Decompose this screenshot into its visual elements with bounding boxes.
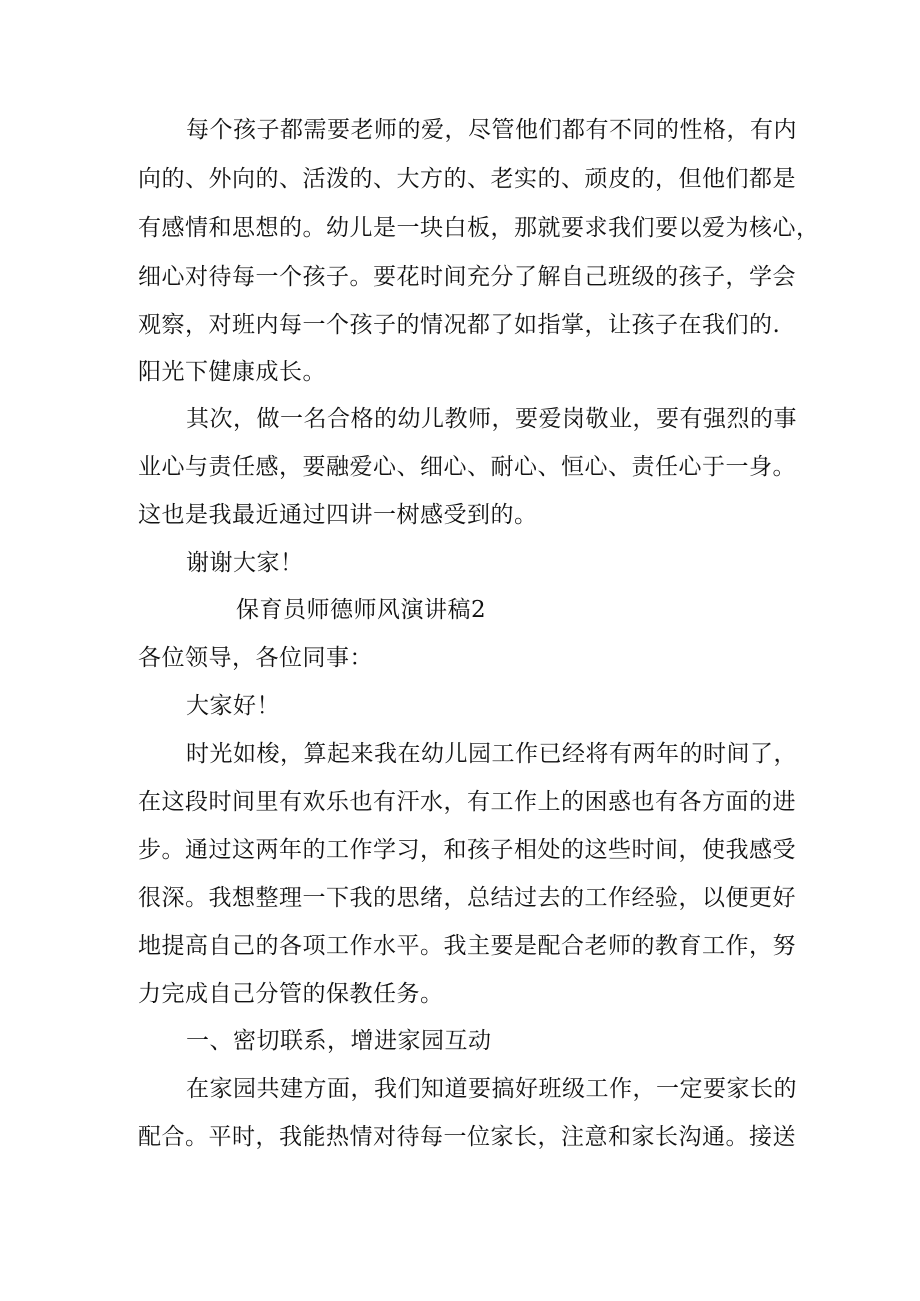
greeting: 大家好！ [186, 693, 280, 719]
section-heading: 一、密切联系，增进家园互动 [186, 1028, 492, 1054]
paragraph-line: 每个孩子都需要老师的爱，尽管他们都有不同的性格，有内 [186, 117, 797, 143]
salutation: 各位领导，各位同事： [138, 645, 373, 671]
paragraph-line: 很深。我想整理一下我的思绪，总结过去的工作经验，以便更好 [138, 885, 796, 911]
paragraph-line: 阳光下健康成长。 [138, 359, 326, 385]
paragraph-line: 步。通过这两年的工作学习，和孩子相处的这些时间，使我感受 [138, 837, 796, 863]
paragraph-line: 细心对待每一个孩子。要花时间充分了解自己班级的孩子，学会 [138, 264, 796, 290]
paragraph-line: 有感情和思想的。幼儿是一块白板，那就要求我们要以爱为核心， [138, 215, 820, 241]
paragraph-line: 向的、外向的、活泼的、大方的、老实的、顽皮的，但他们都是 [138, 166, 796, 192]
paragraph-line: 观察，对班内每一个孩子的情况都了如指掌，让孩子在我们的. [138, 312, 781, 338]
paragraph-line: 其次，做一名合格的幼儿教师，要爱岗敬业，要有强烈的事 [186, 406, 797, 432]
section-title: 保育员师德师风演讲稿2 [236, 597, 487, 623]
paragraph-line: 地提高自己的各项工作水平。我主要是配合老师的教育工作，努 [138, 933, 796, 959]
paragraph-line: 在家园共建方面，我们知道要搞好班级工作，一定要家长的 [186, 1076, 797, 1102]
paragraph-line: 业心与责任感，要融爱心、细心、耐心、恒心、责任心于一身。 [138, 454, 796, 480]
paragraph-line: 配合。平时，我能热情对待每一位家长，注意和家长沟通。接送 [138, 1124, 796, 1150]
closing-thanks: 谢谢大家！ [186, 550, 304, 576]
paragraph-line: 在这段时间里有欢乐也有汗水，有工作上的困惑也有各方面的进 [138, 789, 796, 815]
paragraph-line: 时光如梭，算起来我在幼儿园工作已经将有两年的时间了， [186, 741, 797, 767]
paragraph-line: 这也是我最近通过四讲一树感受到的。 [138, 502, 538, 528]
paragraph-line: 力完成自己分管的保教任务。 [138, 981, 444, 1007]
